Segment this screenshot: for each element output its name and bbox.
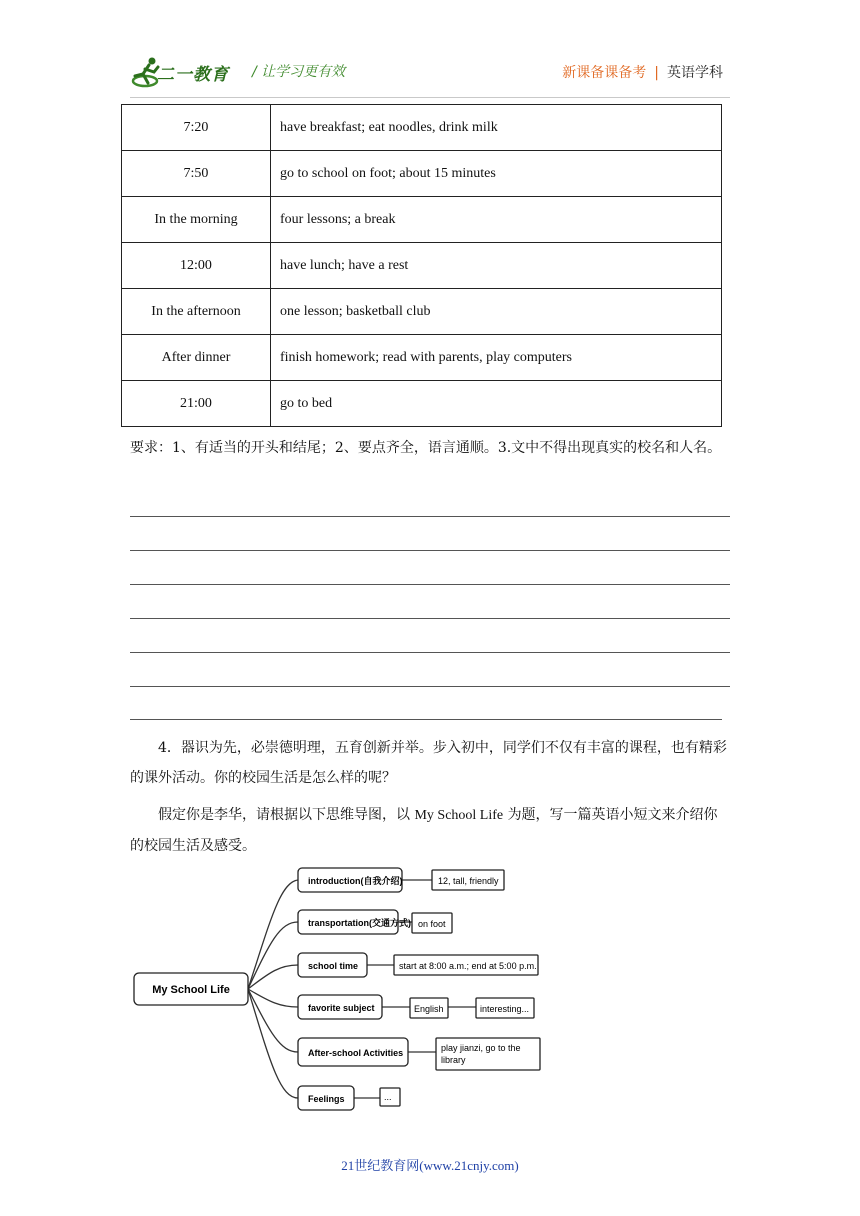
header-right-primary: 新课备课备考 — [562, 65, 647, 81]
answer-line — [130, 686, 730, 687]
answer-line — [130, 652, 730, 653]
answer-line — [130, 550, 730, 551]
time-cell: 12:00 — [122, 243, 271, 289]
time-cell: After dinner — [122, 335, 271, 381]
activity-cell: four lessons; a break — [271, 197, 722, 243]
mindmap-leaf: start at 8:00 a.m.; end at 5:00 p.m. — [399, 961, 537, 971]
table-row — [122, 381, 722, 427]
answer-line — [130, 516, 730, 517]
header-right-secondary: 英语学科 — [667, 65, 723, 81]
answer-line — [130, 584, 730, 585]
activity-cell: go to bed — [271, 381, 722, 427]
mindmap-leaf: English — [414, 1004, 444, 1014]
header-divider — [130, 97, 730, 98]
slogan: / 让学习更有效 — [252, 64, 346, 80]
mindmap-branch: After-school Activities — [308, 1048, 404, 1058]
task-text-b: 为题，写一篇英语小短文来介绍你的校园生活及感受。 — [130, 807, 718, 854]
table-row — [122, 151, 722, 197]
question-4-intro: 4．器识为先，必崇德明理，五育创新并举。步入初中，同学们不仅有丰富的课程，也有精彩的课外活动。你的校园生活是怎么样的呢？ — [130, 740, 727, 786]
mindmap-branch: Feelings — [308, 1094, 345, 1104]
mindmap-branch: introduction(自我介绍) — [308, 876, 403, 886]
essay-title: My School Life — [414, 808, 504, 823]
mindmap-branch: school time — [308, 961, 359, 971]
time-cell: 7:50 — [122, 151, 271, 197]
mind-map — [130, 862, 550, 1117]
mindmap-leaf: library — [441, 1055, 466, 1065]
time-cell: 21:00 — [122, 381, 271, 427]
activity-cell: finish homework; read with parents, play computers — [271, 335, 722, 381]
time-cell: In the morning — [122, 197, 271, 243]
question-4-task — [130, 800, 730, 861]
header-separator: | — [654, 65, 659, 81]
activity-cell: have lunch; have a rest — [271, 243, 722, 289]
mindmap-leaf: ... — [384, 1092, 392, 1102]
schedule-table — [121, 104, 722, 427]
table-row — [122, 105, 722, 151]
time-cell: In the afternoon — [122, 289, 271, 335]
logo-text: 二一教育 — [157, 65, 229, 85]
header-subject — [562, 62, 723, 82]
activity-cell: go to school on foot; about 15 minutes — [271, 151, 722, 197]
page-footer: 21世纪教育网(www.21cnjy.com) — [341, 1158, 519, 1173]
page-header — [0, 0, 860, 100]
table-row — [122, 197, 722, 243]
mindmap-leaf: interesting... — [480, 1004, 530, 1014]
activity-cell: have breakfast; eat noodles, drink milk — [271, 105, 722, 151]
answer-line — [130, 618, 730, 619]
mindmap-branch: favorite subject — [308, 1003, 375, 1013]
table-row — [122, 243, 722, 289]
mindmap-leaf: 12, tall, friendly — [438, 876, 499, 886]
mindmap-leaf: on foot — [418, 919, 446, 929]
table-row — [122, 335, 722, 381]
requirements-text: 要求：1、有适当的开头和结尾；2、要点齐全，语言通顺。3.文中不得出现真实的校名和人名。 — [130, 440, 722, 456]
time-cell: 7:20 — [122, 105, 271, 151]
mindmap-branch: transportation(交通方式) — [308, 918, 411, 928]
table-row — [122, 289, 722, 335]
mindmap-leaf: play jianzi, go to the — [441, 1043, 521, 1053]
answer-line — [130, 719, 722, 720]
activity-cell: one lesson; basketball club — [271, 289, 722, 335]
mindmap-root: My School Life — [152, 984, 230, 996]
task-text-a: 假定你是李华，请根据以下思维导图，以 — [158, 807, 410, 823]
